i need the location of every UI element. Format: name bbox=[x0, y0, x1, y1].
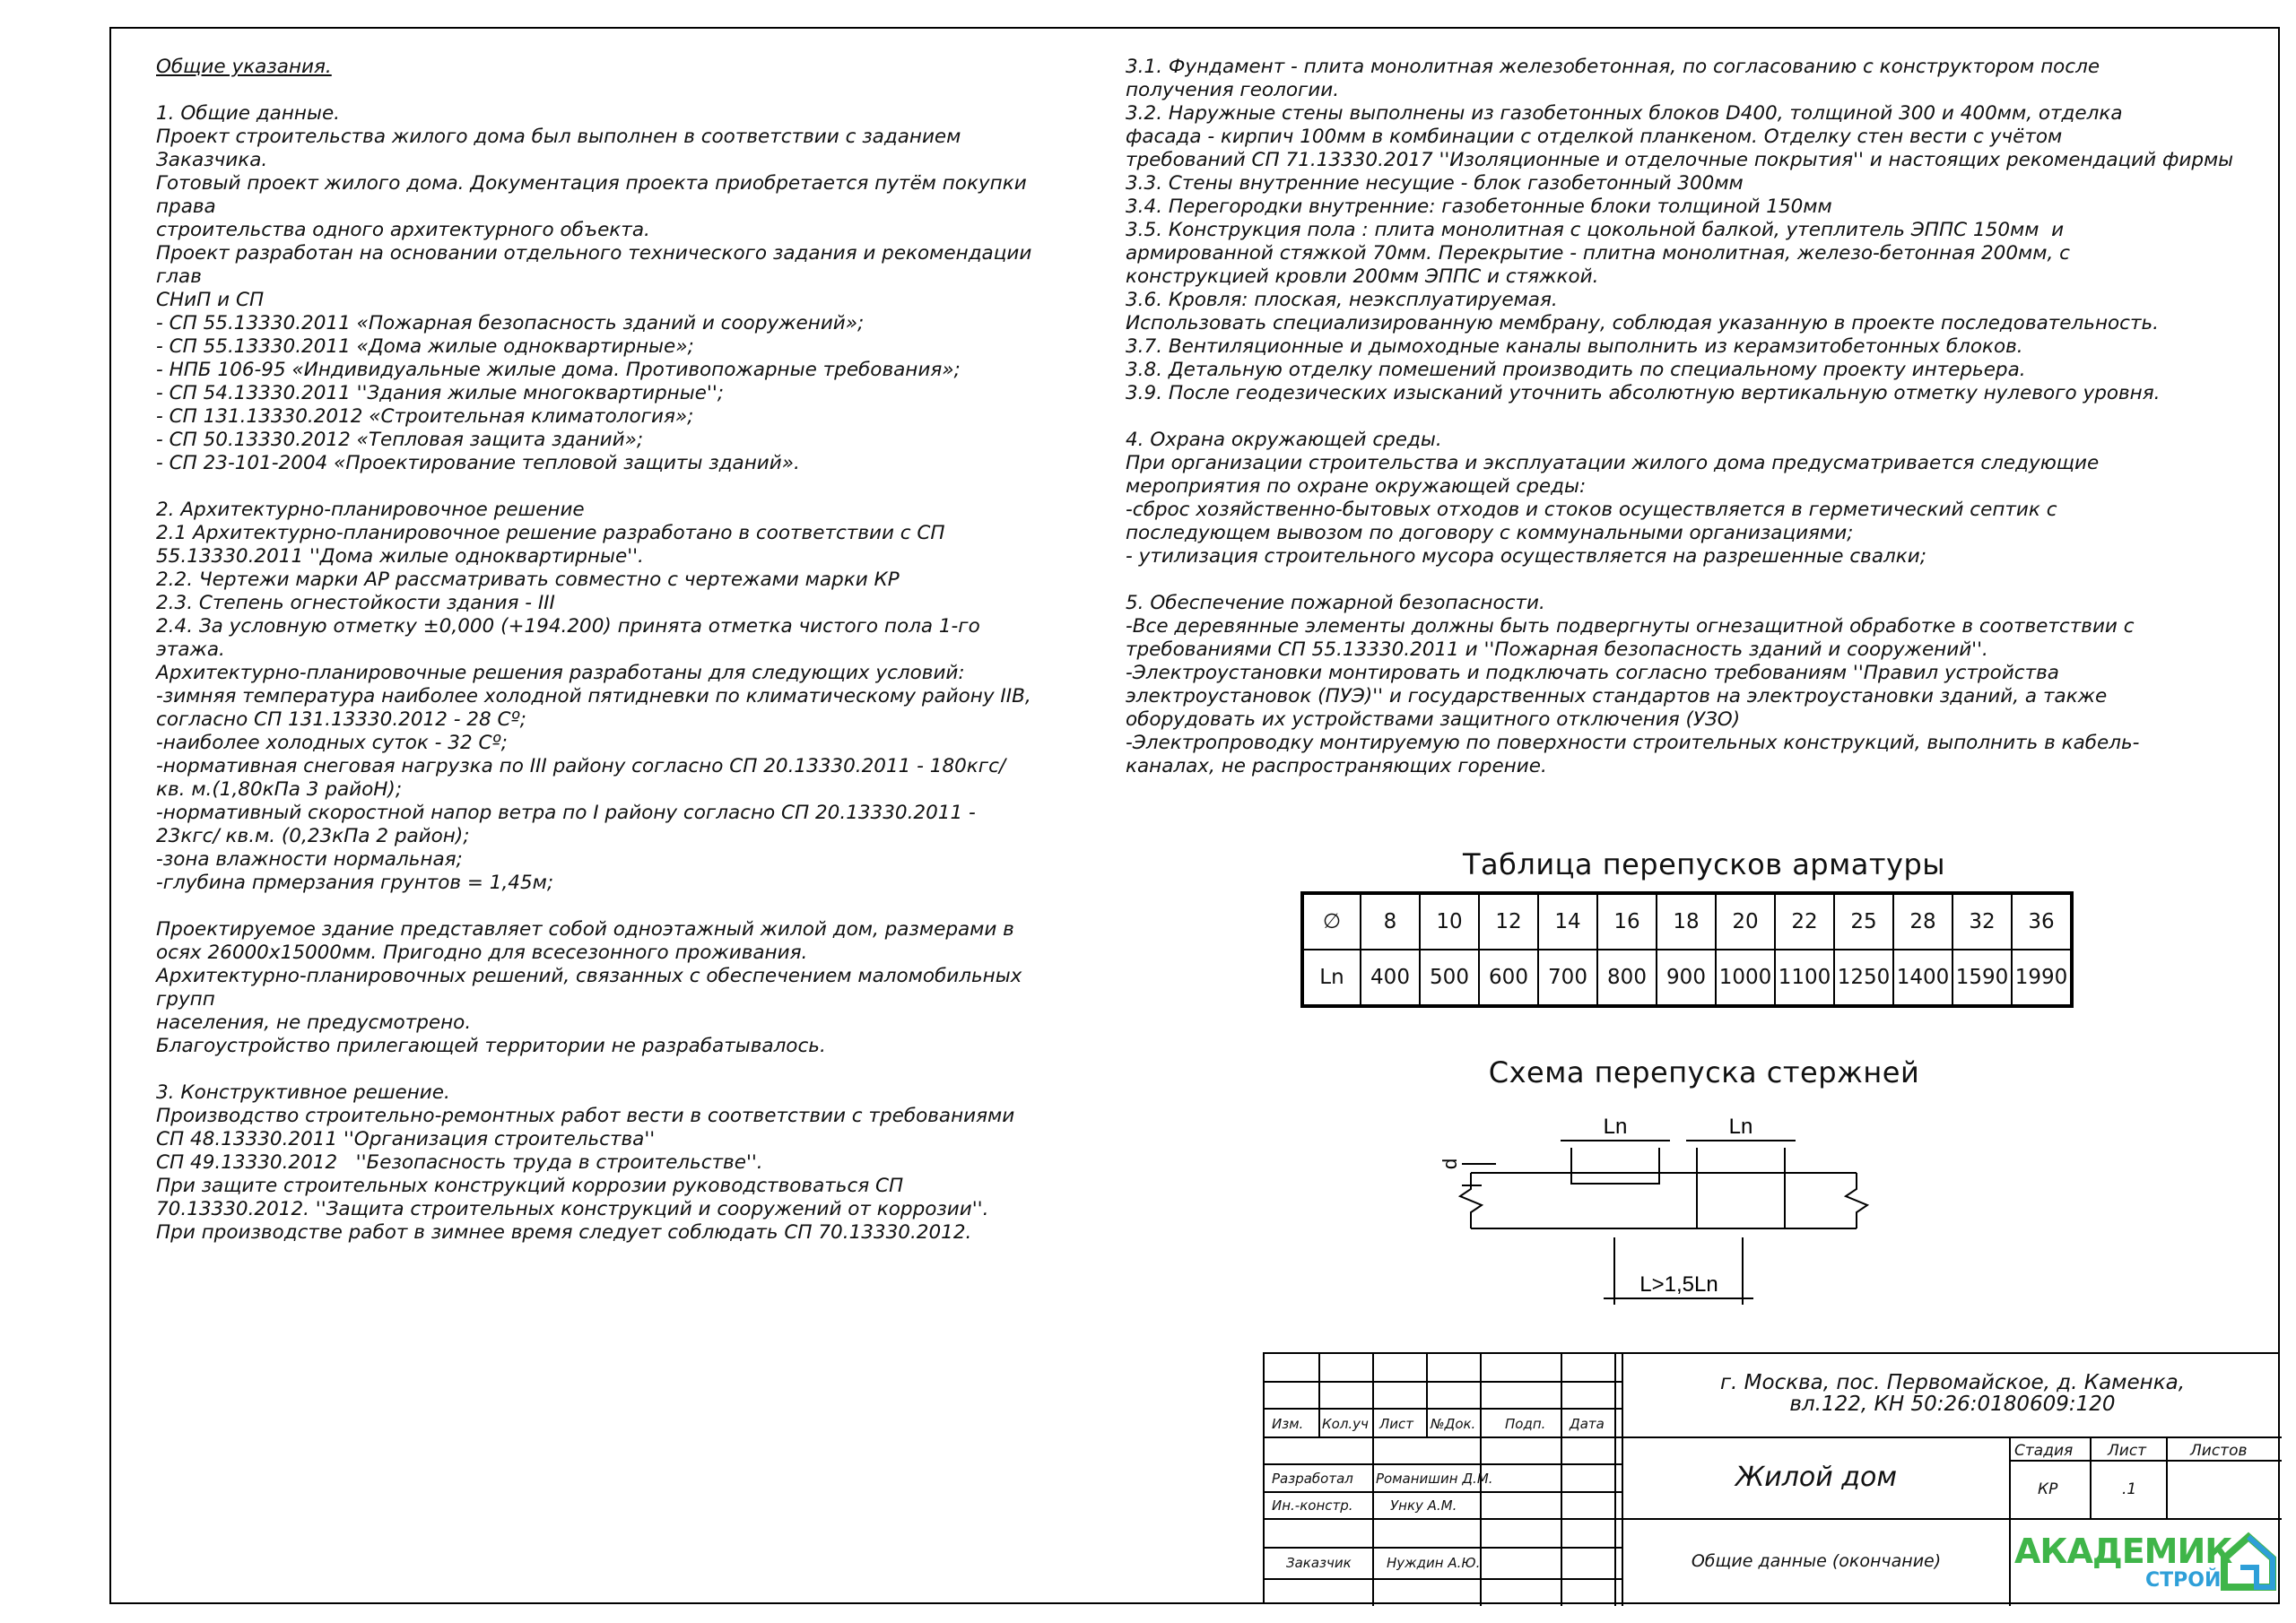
right-text-line: -сброс хозяйственно-бытовых отходов и стоков осуществляется в герметический септик с bbox=[1126, 499, 2057, 521]
lap-table-title: Таблица перепусков арматуры bbox=[1462, 847, 1946, 881]
header-kol-uch: Кол.уч bbox=[1322, 1416, 1369, 1432]
lap-table bbox=[1300, 891, 2074, 1008]
diameter-cell: 20 bbox=[1716, 893, 1775, 950]
left-text-line: - СП 54.13330.2011 ''Здания жилые многоквартирные''; bbox=[156, 382, 724, 404]
lap-length-cell: 900 bbox=[1657, 950, 1716, 1006]
header-sign: Подп. bbox=[1505, 1416, 1546, 1432]
right-text-line: фасада - кирпич 100мм в комбинации с отделкой планкеном. Отделку стен вести с учётом bbox=[1126, 126, 2063, 148]
address-line-1: г. Москва, пос. Первомайское, д. Каменка, bbox=[1719, 1371, 2186, 1394]
right-text-line: 3.8. Детальную отделку помешений производить по специальному проекту интерьера. bbox=[1126, 359, 2026, 381]
diameter-cell: 32 bbox=[1952, 893, 2012, 950]
label-d: d bbox=[1439, 1158, 1461, 1170]
right-text-line bbox=[1126, 568, 2260, 592]
left-text-line: -зона влажности нормальная; bbox=[156, 848, 463, 871]
lap-length-cell: 1590 bbox=[1952, 950, 2012, 1006]
left-text-line: -наиболее холодных суток - 32 Cº; bbox=[156, 732, 508, 754]
address-block bbox=[1623, 1372, 2282, 1415]
lap-length-cell: 700 bbox=[1538, 950, 1597, 1006]
right-text-line: 5. Обеспечение пожарной безопасности. bbox=[1126, 592, 1545, 614]
left-text-line: -нормативная снеговая нагрузка по III району согласно СП 20.13330.2011 - 180кгс/ bbox=[156, 755, 1006, 777]
left-text-line: - СП 50.13330.2012 «Тепловая защита зданий»; bbox=[156, 429, 644, 451]
diameter-cell: 10 bbox=[1420, 893, 1479, 950]
left-text-line: согласно СП 131.13330.2012 - 28 Cº; bbox=[156, 708, 526, 731]
left-text-line: 2.1 Архитектурно-планировочное решение разработано в соответствии с СП bbox=[156, 522, 945, 544]
diameter-cell: 16 bbox=[1597, 893, 1657, 950]
house-logo-icon bbox=[2221, 1532, 2276, 1591]
right-text-line: требований СП 71.13330.2017 ''Изоляционные и отделочные покрытия'' и настоящих рекомендаций фирмы bbox=[1126, 149, 2234, 171]
left-text-line: - СП 55.13330.2011 «Пожарная безопасность зданий и сооружений»; bbox=[156, 312, 865, 334]
left-text-line: 70.13330.2012. ''Защита строительных конструкций и сооружений от коррозии''. bbox=[156, 1198, 989, 1220]
left-text-line: глав bbox=[156, 265, 202, 288]
left-text-line bbox=[156, 1058, 1107, 1081]
right-text-line: 4. Охрана окружающей среды. bbox=[1126, 429, 1442, 451]
title-block bbox=[1263, 1352, 2280, 1604]
left-text-line: 1. Общие данные. bbox=[156, 102, 341, 125]
break-mark-left bbox=[1460, 1173, 1482, 1228]
right-text-line bbox=[1126, 405, 2260, 429]
left-text-line: Общие указания. bbox=[156, 56, 332, 78]
right-text-line: 3.1. Фундамент - плита монолитная железобетонная, по согласованию с конструктором после bbox=[1126, 56, 2100, 78]
left-text-line bbox=[156, 79, 1107, 102]
left-text-line: 2.4. За условную отметку ±0,000 (+194.200) принята отметка чистого пола 1-го bbox=[156, 615, 980, 638]
right-text-line: 3.7. Вентиляционные и дымоходные каналы выполнить из керамзитобетонных блоков. bbox=[1126, 335, 2023, 358]
left-text-line: Производство строительно-ремонтных работ вести в соответствии с требованиями bbox=[156, 1105, 1015, 1127]
right-text-line: армированной стяжкой 70мм. Перекрытие - плитна монолитная, железо-бетонная 200мм, с bbox=[1126, 242, 2070, 265]
left-text-line bbox=[156, 475, 1107, 499]
left-text-line: Архитектурно-планировочных решений, связанных с обеспечением маломобильных bbox=[156, 965, 1022, 987]
left-text-line: 23кгс/ кв.м. (0,23кПа 2 район); bbox=[156, 825, 470, 847]
name-engineer: Унку А.М. bbox=[1390, 1497, 1457, 1514]
left-text-line: Благоустройство прилегающей территории не разрабатывалось. bbox=[156, 1035, 826, 1057]
lap-length-cell: 400 bbox=[1361, 950, 1420, 1006]
right-text-line: -Электропроводку монтируемую по поверхности строительных конструкций, выполнить в кабель- bbox=[1126, 732, 2140, 754]
right-text-line: мероприятия по охране окружающей среды: bbox=[1126, 475, 1587, 498]
right-text-line: получения геологии. bbox=[1126, 79, 1340, 101]
left-text-line: Архитектурно-планировочные решения разработаны для следующих условий: bbox=[156, 662, 965, 684]
left-text-line: Проект строительства жилого дома был выполнен в соответствии с заданием bbox=[156, 126, 961, 148]
name-developer: Романишин Д.М. bbox=[1376, 1471, 1493, 1487]
lap-length-cell: 1100 bbox=[1775, 950, 1834, 1006]
left-text-line: -зимняя температура наиболее холодной пятидневки по климатическому району IIВ, bbox=[156, 685, 1031, 707]
header-date: Дата bbox=[1570, 1416, 1605, 1432]
header-list: Лист bbox=[1379, 1416, 1414, 1432]
right-text-line: 3.2. Наружные стены выполнены из газобетонных блоков D400, толщиной 300 и 400мм, отделка bbox=[1126, 102, 2123, 125]
left-text-line: Готовый проект жилого дома. Документация проекта приобретается путём покупки bbox=[156, 172, 1027, 195]
left-text-line: строительства одного архитектурного объекта. bbox=[156, 219, 650, 241]
logo-text-sub: СТРОЙ bbox=[2145, 1569, 2222, 1592]
diameter-cell: 36 bbox=[2012, 893, 2072, 950]
break-mark-right bbox=[1846, 1173, 1867, 1228]
header-doc-no: №Док. bbox=[1431, 1416, 1476, 1432]
left-text-line: - НПБ 106-95 «Индивидуальные жилые дома. Противопожарные требования»; bbox=[156, 359, 961, 381]
sheet-label: Лист bbox=[2108, 1442, 2147, 1460]
left-text-line: 2. Архитектурно-планировочное решение bbox=[156, 499, 585, 521]
right-text-line: При организации строительства и эксплуатации жилого дома предусматривается следующие bbox=[1126, 452, 2100, 474]
left-text-line: -глубина прмерзания грунтов = 1,45м; bbox=[156, 872, 554, 894]
right-text-line: 3.4. Перегородки внутренние: газобетонные блоки толщиной 150мм bbox=[1126, 195, 1832, 218]
lap-table-row-length bbox=[1302, 950, 2072, 1006]
label-ln-1: Ln bbox=[1603, 1115, 1628, 1139]
lap-length-cell: 1000 bbox=[1716, 950, 1775, 1006]
left-text-line: 3. Конструктивное решение. bbox=[156, 1081, 450, 1104]
lap-length-cell: 1400 bbox=[1893, 950, 1952, 1006]
left-text-line: осях 26000х15000мм. Пригодно для всесезонного проживания. bbox=[156, 942, 808, 964]
right-text-line: 3.9. После геодезических изысканий уточнить абсолютную вертикальную отметку нулевого уровня. bbox=[1126, 382, 2161, 404]
left-text-line: 2.2. Чертежи марки АР рассматривать совместно с чертежами марки КР bbox=[156, 568, 900, 591]
stage-label: Стадия bbox=[2014, 1442, 2074, 1460]
right-text-line: -Все деревянные элементы должны быть подвергнуты огнезащитной обработке в соответствии с bbox=[1126, 615, 2135, 638]
right-text-line: 3.5. Конструкция пола : плита монолитная с цокольной балкой, утеплитель ЭППС 150мм и bbox=[1126, 219, 2065, 241]
lap-length-cell: 1250 bbox=[1834, 950, 1893, 1006]
left-text-line: Заказчика. bbox=[156, 149, 268, 171]
object-name: Жилой дом bbox=[1735, 1462, 1898, 1493]
right-text-line: Использовать специализированную мембрану, соблюдая указанную в проекте последовательность. bbox=[1126, 312, 2160, 334]
stage-value: КР bbox=[2038, 1480, 2058, 1498]
left-text-line bbox=[156, 895, 1107, 918]
role-engineer: Ин.-констр. bbox=[1272, 1497, 1353, 1514]
right-text-line: 3.6. Кровля: плоская, неэксплуатируемая. bbox=[1126, 289, 1558, 311]
left-text-line: - СП 23-101-2004 «Проектирование тепловой защиты зданий». bbox=[156, 452, 800, 474]
role-customer: Заказчик bbox=[1286, 1555, 1352, 1571]
diameter-cell: 25 bbox=[1834, 893, 1893, 950]
left-text-line: 55.13330.2011 ''Дома жилые одноквартирные''. bbox=[156, 545, 644, 568]
diameter-cell: 22 bbox=[1775, 893, 1834, 950]
left-text-line: СП 48.13330.2011 ''Организация строительства'' bbox=[156, 1128, 656, 1150]
lap-length-cell: 800 bbox=[1597, 950, 1657, 1006]
diameter-cell: 28 bbox=[1893, 893, 1952, 950]
diameter-cell: 14 bbox=[1538, 893, 1597, 950]
address-line-2: вл.122, КН 50:26:0180609:120 bbox=[1789, 1393, 2116, 1416]
left-text-line: СП 49.13330.2012 ''Безопасность труда в строительстве''. bbox=[156, 1151, 763, 1174]
scheme-title: Схема перепуска стержней bbox=[1488, 1055, 1920, 1089]
left-text-line: 2.3. Степень огнестойкости здания - III bbox=[156, 592, 555, 614]
right-text-line: электроустановок (ПУЭ)'' и государственных стандартов на электроустановки зданий, а также bbox=[1126, 685, 2108, 707]
left-text-line: права bbox=[156, 195, 216, 218]
left-text-line: этажа. bbox=[156, 638, 225, 661]
header-izm: Изм. bbox=[1272, 1416, 1304, 1432]
lap-bar-2 bbox=[1697, 1173, 1785, 1228]
right-text-line: -Электроустановки монтировать и подключать согласно требованиям ''Правил устройства bbox=[1126, 662, 2059, 684]
label-l: L>1,5Ln bbox=[1639, 1272, 1718, 1297]
left-text-line: -нормативный скоростной напор ветра по I району согласно СП 20.13330.2011 - bbox=[156, 802, 976, 824]
lap-table-row-diameter bbox=[1302, 893, 2072, 950]
right-text-line: конструкцией кровли 200мм ЭППС и стяжкой. bbox=[1126, 265, 1599, 288]
logo-text-main: АКАДЕМИК bbox=[2014, 1532, 2232, 1571]
right-text-line: - утилизация строительного мусора осуществляется на разрешенные свалки; bbox=[1126, 545, 1926, 568]
left-text-line: групп bbox=[156, 988, 215, 1011]
left-text-column bbox=[156, 56, 1107, 1245]
sheets-label: Листов bbox=[2190, 1442, 2248, 1460]
right-text-column bbox=[1126, 56, 2260, 778]
label-ln-2: Ln bbox=[1728, 1115, 1753, 1139]
left-text-line: Проектируемое здание представляет собой одноэтажный жилой дом, размерами в bbox=[156, 918, 1014, 941]
lap-row-label: ∅ bbox=[1302, 893, 1361, 950]
lap-bar-1 bbox=[1571, 1173, 1659, 1184]
right-text-line: 3.3. Стены внутренние несущие - блок газобетонный 300мм bbox=[1126, 172, 1744, 195]
left-text-line: - СП 55.13330.2011 «Дома жилые одноквартирные»; bbox=[156, 335, 694, 358]
company-logo bbox=[2011, 1521, 2280, 1604]
right-text-line: последующем вывозом по договору с коммунальными организациями; bbox=[1126, 522, 1854, 544]
lap-length-cell: 500 bbox=[1420, 950, 1479, 1006]
diameter-cell: 18 bbox=[1657, 893, 1716, 950]
left-text-line: населения, не предусмотрено. bbox=[156, 1011, 472, 1034]
left-text-line: СНиП и СП bbox=[156, 289, 265, 311]
left-text-line: Проект разработан на основании отдельного технического задания и рекомендации bbox=[156, 242, 1032, 265]
left-text-line: При производстве работ в зимнее время следует соблюдать СП 70.13330.2012. bbox=[156, 1221, 972, 1244]
lap-length-cell: 1990 bbox=[2012, 950, 2072, 1006]
right-text-line: оборудовать их устройствами защитного отключения (УЗО) bbox=[1126, 708, 1741, 731]
sheet-value: .1 bbox=[2122, 1480, 2137, 1498]
right-text-line: каналах, не распространяющих горение. bbox=[1126, 755, 1547, 777]
diameter-cell: 8 bbox=[1361, 893, 1420, 950]
lap-row-label: Ln bbox=[1302, 950, 1361, 1006]
right-text-line: требованиями СП 55.13330.2011 и ''Пожарная безопасность зданий и сооружений''. bbox=[1126, 638, 1988, 661]
splice-scheme-drawing bbox=[1435, 1103, 1883, 1318]
sheet-title: Общие данные (окончание) bbox=[1691, 1551, 1942, 1571]
role-developer: Разработал bbox=[1272, 1471, 1353, 1487]
left-text-line: - СП 131.13330.2012 «Строительная климатология»; bbox=[156, 405, 694, 428]
name-customer: Нуждин А.Ю. bbox=[1387, 1555, 1481, 1571]
lap-length-cell: 600 bbox=[1479, 950, 1538, 1006]
left-text-line: кв. м.(1,80кПа 3 райоН); bbox=[156, 778, 403, 801]
diameter-cell: 12 bbox=[1479, 893, 1538, 950]
left-text-line: При защите строительных конструкций коррозии руководствоваться СП bbox=[156, 1175, 904, 1197]
